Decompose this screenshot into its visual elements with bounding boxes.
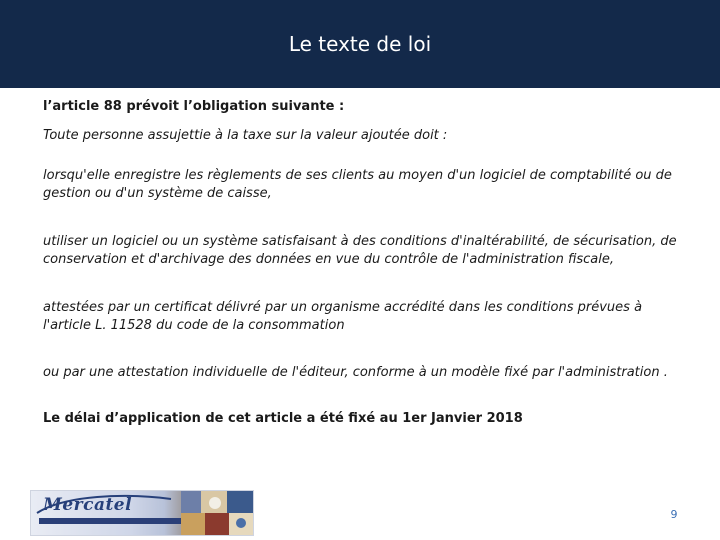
certificate-paragraph: attestées par un certificat délivré par un organisme accrédité dans les conditions prévues à l'article L. 11528 du code de la consommation <box>43 300 643 333</box>
logo-collage-icon <box>181 491 253 535</box>
slide-header <box>0 0 720 88</box>
slide-body <box>43 98 683 428</box>
requirement-paragraph: utiliser un logiciel ou un système satisfaisant à des conditions d'inaltérabilité, de sécurisation, de conservation et d'archivage des données en vue du contrôle de l'administration fiscale, <box>43 234 677 267</box>
obligation-lead: Toute personne assujettie à la taxe sur la valeur ajoutée doit : <box>43 128 448 143</box>
logo-wordmark: Mercatel <box>43 495 133 515</box>
slide-title: Le texte de loi <box>288 32 432 56</box>
mercatel-logo <box>30 490 254 536</box>
page-number: 9 <box>670 508 678 521</box>
condition-paragraph: lorsqu'elle enregistre les règlements de ses clients au moyen d'un logiciel de comptabilité ou de gestion ou d'un système de caisse, <box>43 168 672 201</box>
intro-line: l’article 88 prévoit l’obligation suivante : <box>43 99 345 114</box>
logo-tagline-strip <box>39 518 199 524</box>
attestation-paragraph: ou par une attestation individuelle de l'éditeur, conforme à un modèle fixé par l'administration . <box>43 365 668 380</box>
deadline-line: Le délai d’application de cet article a été fixé au 1er Janvier 2018 <box>43 411 523 426</box>
